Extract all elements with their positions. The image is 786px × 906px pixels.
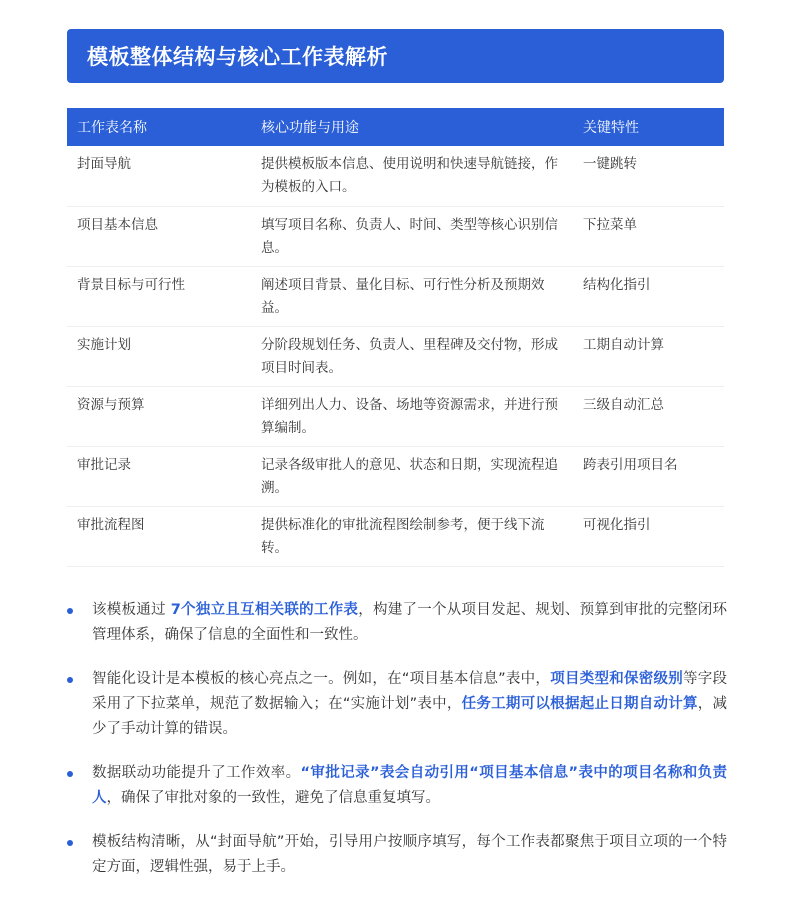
bullet-text: ，构建了一个从项目发起、规划、预算到审批的完整闭环管理体系，确保了信息的全面性和一致性。 [92,602,728,643]
bullet-highlight: “审批记录”表会自动引用“项目基本信息”表中的项目名称和负责人 [92,765,727,806]
bullet-dot-icon [67,840,73,846]
page-title: 模板整体结构与核心工作表解析 [87,45,388,69]
cell-feature: 可视化指引 [583,516,651,533]
cell-sheet-name: 封面导航 [77,156,131,172]
column-header-function: 核心功能与用途 [261,120,359,136]
cell-feature: 三级自动汇总 [583,396,664,413]
worksheet-table [67,108,724,567]
bullet-text: ，确保了审批对象的一致性，避免了信息重复填写。 [106,790,440,806]
cell-sheet-name: 资源与预算 [77,396,145,413]
table-row [67,206,724,266]
cell-function: 详细列出人力、设备、场地等资源需求，并进行预算编制。 [261,396,558,436]
bullet-dot-icon [67,677,73,683]
cell-sheet-name: 项目基本信息 [77,216,158,233]
worksheet-table-container [67,108,724,567]
table-row [67,146,724,206]
cell-feature: 一键跳转 [583,156,637,172]
cell-function: 分阶段规划任务、负责人、里程碑及交付物，形成项目时间表。 [261,336,558,376]
table-row [67,386,724,446]
bullet-item [67,598,727,648]
cell-feature: 结构化指引 [583,276,651,293]
bullet-text: 等字段采用了下拉菜单，规范了数据输入；在“实施计划”表中， [92,671,727,712]
column-header-name: 工作表名称 [77,120,147,136]
bullet-text: 数据联动功能提升了工作效率。 [92,765,301,781]
cell-function: 记录各级审批人的意见、状态和日期，实现流程追溯。 [261,456,558,496]
cell-sheet-name: 背景目标与可行性 [77,276,185,293]
summary-bullet-list [67,598,727,899]
table-row [67,446,724,506]
cell-feature: 工期自动计算 [583,336,664,353]
bullet-item [67,761,727,811]
table-row [67,266,724,326]
cell-function: 提供模板版本信息、使用说明和快速导航链接，作为模板的入口。 [261,156,558,195]
table-row [67,506,724,566]
cell-sheet-name: 审批流程图 [77,516,145,533]
bullet-highlight: 任务工期可以根据起止日期自动计算 [461,696,698,712]
bullet-text: 智能化设计是本模板的核心亮点之一。例如，在“项目基本信息”表中， [92,671,551,687]
table-header-row [67,108,724,146]
table-row [67,326,724,386]
cell-function: 填写项目名称、负责人、时间、类型等核心识别信息。 [261,216,558,256]
bullet-highlight: 7个独立且互相关联的工作表 [170,602,359,618]
cell-function: 阐述项目背景、量化目标、可行性分析及预期效益。 [261,276,545,316]
bullet-dot-icon [67,771,73,777]
column-header-feature: 关键特性 [583,120,639,136]
bullet-dot-icon [67,608,73,614]
cell-sheet-name: 实施计划 [77,336,131,353]
bullet-item [67,830,727,880]
bullet-text: 该模板通过 [92,602,171,618]
cell-sheet-name: 审批记录 [77,456,131,473]
bullet-text: 模板结构清晰，从“封面导航”开始，引导用户按顺序填写，每个工作表都聚焦于项目立项的一个特定方面，逻辑性强，易于上手。 [92,834,727,875]
cell-feature: 跨表引用项目名 [583,456,678,473]
cell-feature: 下拉菜单 [583,216,637,233]
section-header [67,29,724,83]
cell-function: 提供标准化的审批流程图绘制参考，便于线下流转。 [261,516,545,556]
bullet-highlight: 项目类型和保密级别 [550,671,683,687]
bullet-item [67,667,727,742]
bullet-text: ，减少了手动计算的错误。 [92,696,728,737]
